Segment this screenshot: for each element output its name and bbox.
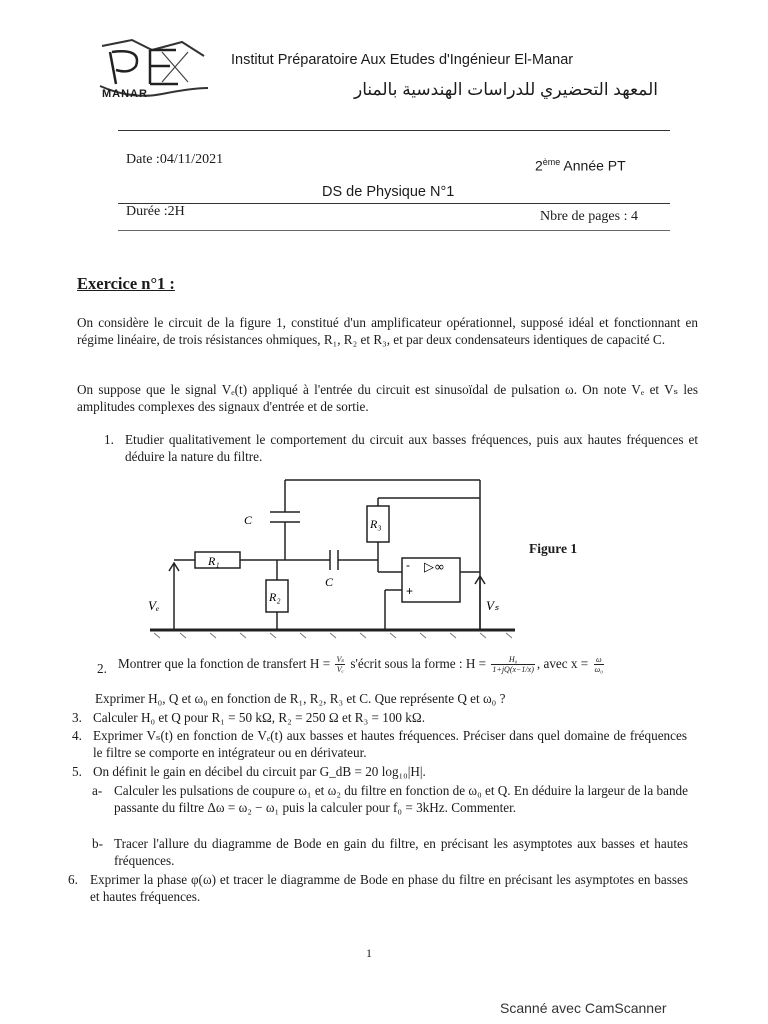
circuit-figure [140,470,520,650]
exam-date: Date :04/11/2021 [126,152,224,167]
question-3-number: 3. [72,710,82,725]
question-1-number: 1. [104,432,114,447]
figure-caption: Figure 1 [529,541,578,556]
page-number: 1 [366,946,372,960]
question-5b-number: b- [92,836,103,851]
label-minus: - [406,558,410,572]
label-plus: + [406,584,414,598]
question-6: Exprimer la phase φ(ω) et tracer le diagramme de Bode en phase du filtre en précisant les asymptotes en basses et hautes fréquences. [90,872,688,904]
question-4: Exprimer Vₛ(t) en fonction de Vₑ(t) aux basses et hautes fréquences. Préciser dans quel domaine de fréquences le filtre se comporte en intégrateur ou en dérivateur. [93,728,687,760]
label-vs: Vₛ [486,598,499,613]
institute-name-ar: المعهد التحضيري للدراسات الهندسية بالمنار [354,80,658,99]
year-number: 2 [535,157,543,174]
label-c-top: C [244,513,253,527]
exam-pages: Nbre de pages : 4 [540,209,638,224]
label-ve: Vₑ [148,598,160,613]
exercise-heading: Exercice n°1 : [77,274,175,293]
question-5a: Calculer les pulsations de coupure ω₁ et ω₂ du filtre en fonction de ω₀ et Q. En déduire la largeur de la bande passante du filtre Δω = ω₂ − ω₁ puis la calculer pour f₀ = 3kHz. Commenter. [114,783,688,815]
header-divider [118,130,670,131]
institute-name-fr: Institut Préparatoire Aux Etudes d'Ingénieur El-Manar [231,52,574,68]
question-5-number: 5. [72,764,82,779]
scanner-watermark: Scanné avec CamScanner [500,1000,667,1016]
exam-title: DS de Physique N°1 [322,184,455,200]
q2-text-b: s'écrit sous la forme : H = [350,656,487,671]
intro-paragraph-2: On suppose que le signal Vₑ(t) appliqué à l'entrée du circuit est sinusoïdal de pulsation ω. On note Vₑ et Vₛ les amplitudes complexes des signaux d'entrée et de sortie. [77,382,698,414]
question-5b: Tracer l'allure du diagramme de Bode en gain du filtre, en précisant les asymptotes aux basses et hautes fréquences. [114,836,688,868]
year-superscript: ème [542,157,561,167]
ground-hatching [154,633,512,638]
question-5a-number: a- [92,783,103,798]
logo-subtext: MANAR [102,88,148,100]
question-2-number: 2. [97,661,107,676]
intro-paragraph-1: On considère le circuit de la figure 1, constitué d'un amplificateur opérationnel, supposé idéal et fonctionnant en régime linéaire, de trois résistances ohmiques, R₁, R₂ et R₃, et par deux condensateurs identiques de capacité C. [77,315,698,347]
q2-fraction-h0: $\frac{\text{H₀}}{1+jQ(x-1/x)}$ [492,655,534,675]
question-4-number: 4. [72,728,82,743]
question-2 [118,655,698,674]
q2-fraction-x: $\frac{\omega}{\text{ω₀}}$ [594,655,603,675]
circuit-diagram [140,470,520,650]
question-5: On définit le gain en décibel du circuit par G_dB = 20 log₁₀|H|. [93,764,426,779]
label-opamp: ▷∞ [424,560,445,575]
exam-duration: Durée :2H [126,204,185,219]
question-1: Etudier qualitativement le comportement du circuit aux basses fréquences, puis aux hautes fréquences et déduire la nature du filtre. [125,432,698,464]
label-c-mid: C [325,575,334,589]
question-2-line2: Exprimer H₀, Q et ω₀ en fonction de R₁, R₂, R₃ et C. Que représente Q et ω₀ ? [95,691,506,706]
label-r1: R₁ [208,554,220,568]
year-label: Année PT [560,157,626,174]
label-r3: R₃ [370,517,382,531]
exam-year [535,157,626,174]
label-r2: R₂ [269,590,281,604]
q2-fraction-vs-ve: $\frac{\text{Vₛ}}{\text{Vₑ}}$ [336,655,345,675]
title-underline [118,203,670,204]
q2-text-a: Montrer que la fonction de transfert H = [118,656,331,671]
bottom-header-line [118,230,670,231]
q2-text-c: , avec x = [536,656,589,671]
question-6-number: 6. [68,872,78,887]
institute-logo [92,38,212,108]
question-3: Calculer H₀ et Q pour R₁ = 50 kΩ, R₂ = 250 Ω et R₃ = 100 kΩ. [93,710,425,725]
